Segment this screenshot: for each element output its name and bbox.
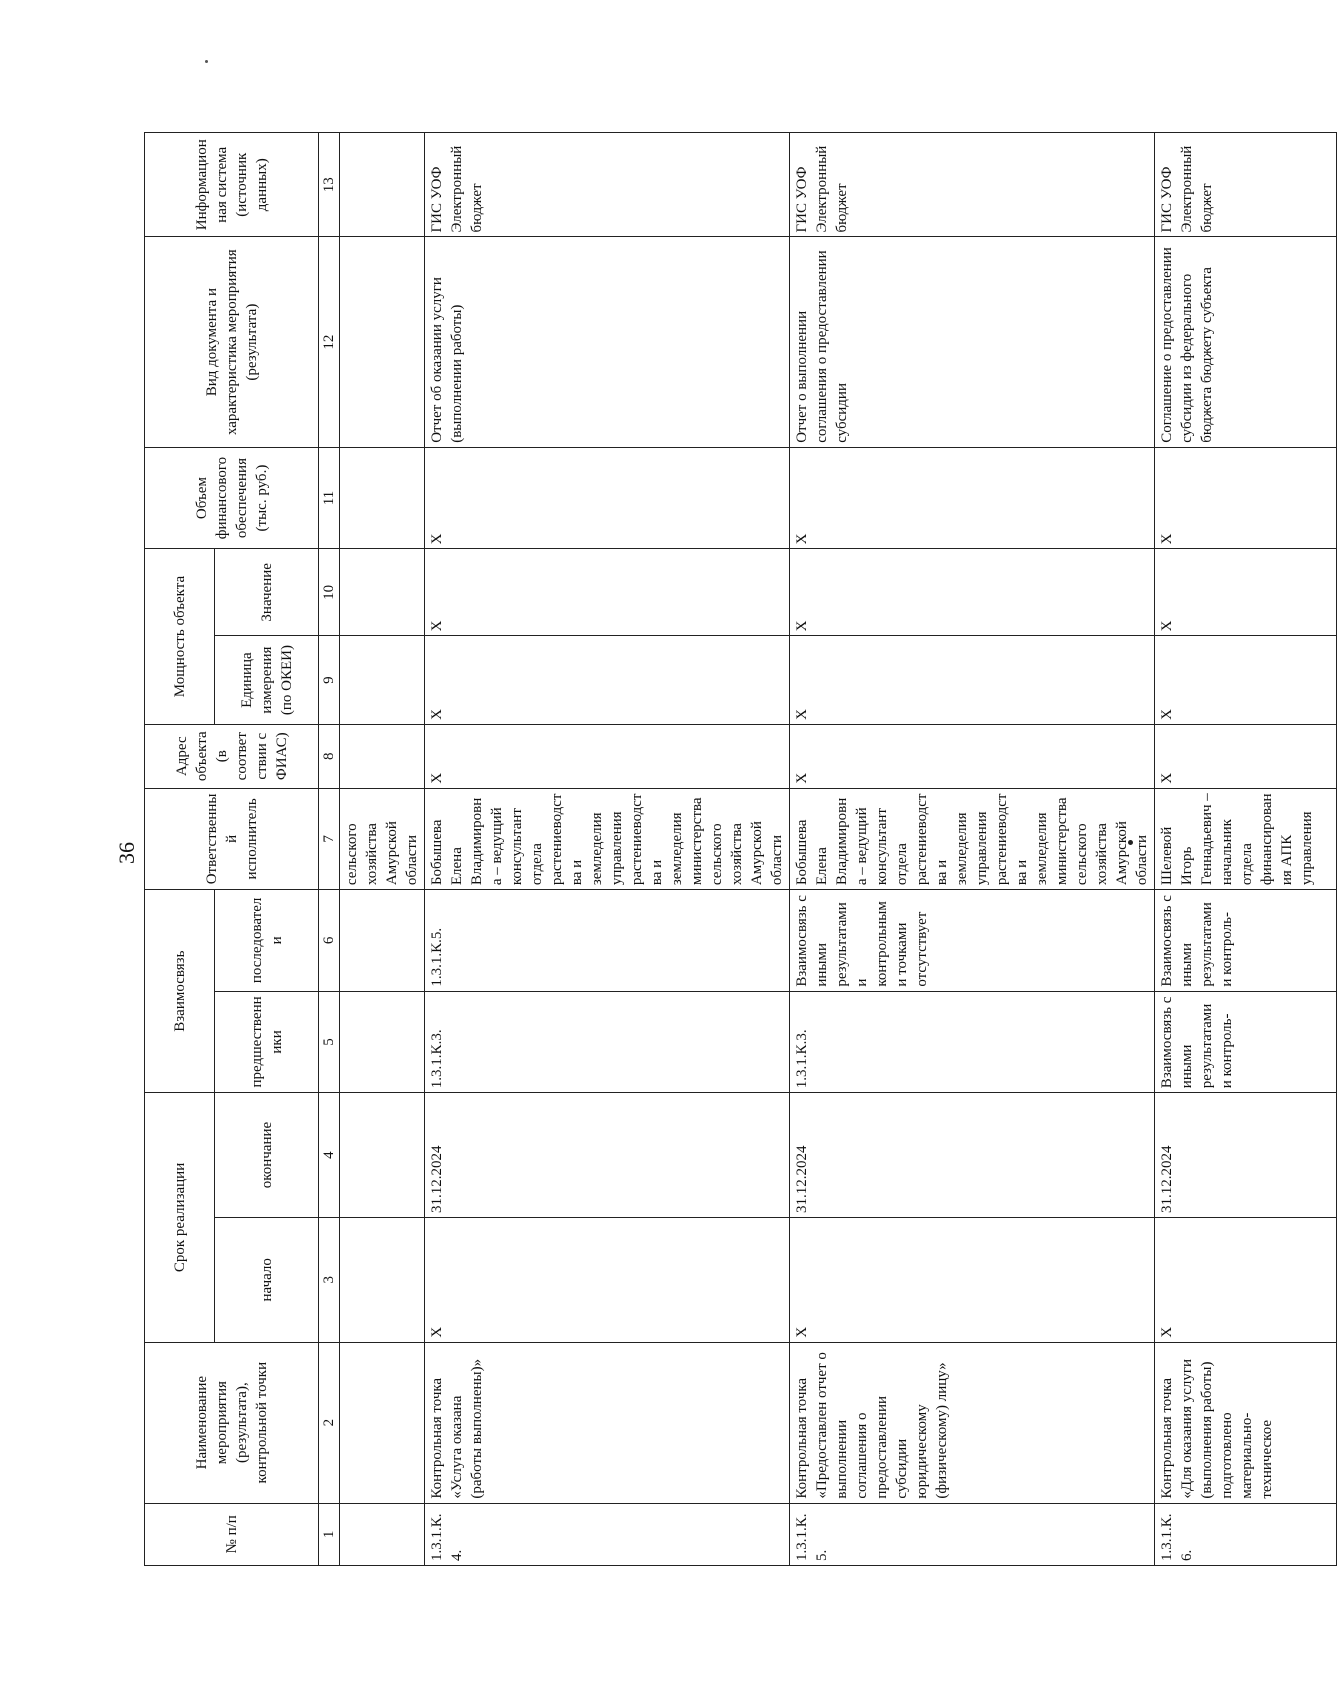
header-index: № п/п	[145, 1503, 319, 1565]
control-points-table	[144, 132, 1337, 1566]
row-predecessors: 1.3.1.К.3.	[790, 991, 1155, 1093]
continuation-row	[340, 133, 425, 1566]
continuation-cell	[340, 1093, 425, 1218]
row-name: Контрольная точка «Для оказания услуги (выполнения работы) подготовлено материально-техническое	[1155, 1342, 1337, 1503]
page-number: 36	[114, 842, 139, 864]
continuation-cell	[340, 636, 425, 724]
header-period: Срок реализации	[145, 1093, 215, 1342]
continuation-cell	[340, 237, 425, 447]
row-responsible: Бобышева Елена Владимировна – ведущий консультант отдела растениеводства и земледелия управления растениеводства и земледелия министерства сельского хозяйства Амурской области	[425, 788, 790, 890]
column-number: 7	[319, 788, 340, 890]
row-system: ГИС УОФ Электронный бюджет	[425, 133, 790, 238]
column-number: 4	[319, 1093, 340, 1218]
column-number: 5	[319, 991, 340, 1093]
continuation-cell	[340, 1503, 425, 1565]
header-link: Взаимосвязь	[145, 890, 215, 1093]
column-number: 13	[319, 133, 340, 238]
row-unit: X	[1155, 636, 1337, 724]
row-responsible: Шелевой Игорь Геннадьевич – начальник отдела финансирования АПК управления	[1155, 788, 1337, 890]
row-id: 1.3.1.К.4.	[425, 1503, 790, 1565]
continuation-cell	[340, 133, 425, 238]
header-document: Вид документа и характеристика мероприятия (результата)	[145, 237, 319, 447]
row-name: Контрольная точка «Услуга оказана (работы выполнены)»	[425, 1342, 790, 1503]
column-number: 3	[319, 1217, 340, 1342]
column-number-row	[319, 133, 340, 1566]
continuation-cell	[340, 549, 425, 636]
continuation-cell	[340, 1342, 425, 1503]
row-predecessors: Взаимосвязь с иными результатами и контроль-	[1155, 991, 1337, 1093]
row-start: X	[425, 1217, 790, 1342]
row-start: X	[790, 1217, 1155, 1342]
column-number: 8	[319, 724, 340, 788]
row-address: X	[425, 724, 790, 788]
row-end: 31.12.2024	[425, 1093, 790, 1218]
row-document: Отчет об оказании услуги (выполнении работы)	[425, 237, 790, 447]
row-document: Соглашение о предоставлении субсидии из федерального бюджета бюджету субъекта	[1155, 237, 1337, 447]
row-system: ГИС УОФ Электронный бюджет	[790, 133, 1155, 238]
header-name: Наименование мероприятия (результата), контрольной точки	[145, 1342, 319, 1503]
table-row	[1155, 133, 1337, 1566]
row-responsible: Бобышева Елена Владимировна – ведущий консультант отдела растениеводства и земледелия управления растениеводства и земледелия министерства сельского хозяйства Амурской области	[790, 788, 1155, 890]
row-start: X	[1155, 1217, 1337, 1342]
continuation-cell	[340, 890, 425, 992]
column-number: 2	[319, 1342, 340, 1503]
header-funding: Объем финансового обеспечения (тыс. руб.)	[145, 447, 319, 549]
header-end: окончание	[215, 1093, 319, 1218]
row-name: Контрольная точка «Предоставлен отчет о выполнении соглашения о предоставлении субсидии юридическому (физическому) лицу»	[790, 1342, 1155, 1503]
header-address: Адрес объекта (в соответствии с ФИАС)	[145, 724, 319, 788]
column-number: 12	[319, 237, 340, 447]
header-system: Информационная система (источник данных)	[145, 133, 319, 238]
row-unit: X	[425, 636, 790, 724]
row-predecessors: 1.3.1.К.3.	[425, 991, 790, 1093]
table-row	[425, 133, 790, 1566]
header-successors: последователи	[215, 890, 319, 992]
column-number: 9	[319, 636, 340, 724]
row-end: 31.12.2024	[1155, 1093, 1337, 1218]
header-capacity: Мощность объекта	[145, 549, 215, 725]
column-number: 1	[319, 1503, 340, 1565]
row-id: 1.3.1.К.6.	[1155, 1503, 1337, 1565]
header-unit: Единица измерения (по ОКЕИ)	[215, 636, 319, 724]
row-address: X	[1155, 724, 1337, 788]
header-predecessors: предшественники	[215, 991, 319, 1093]
header-start: начало	[215, 1217, 319, 1342]
row-value: X	[790, 549, 1155, 636]
column-number: 6	[319, 890, 340, 992]
row-funding: X	[1155, 447, 1337, 549]
results-table-sheet	[144, 132, 1315, 1566]
continuation-cell	[340, 991, 425, 1093]
row-document: Отчет о выполнении соглашения о предоставлении субсидии	[790, 237, 1155, 447]
column-number: 11	[319, 447, 340, 549]
row-funding: X	[425, 447, 790, 549]
row-successors: 1.3.1.К.5.	[425, 890, 790, 992]
header-value: Значение	[215, 549, 319, 636]
row-address: X	[790, 724, 1155, 788]
continuation-cell	[340, 1217, 425, 1342]
row-value: X	[1155, 549, 1337, 636]
row-unit: X	[790, 636, 1155, 724]
row-successors: Взаимосвязь с иными результатами и контрольными точками отсутствует	[790, 890, 1155, 992]
table-row	[790, 133, 1155, 1566]
row-funding: X	[790, 447, 1155, 549]
row-id: 1.3.1.К.5.	[790, 1503, 1155, 1565]
header-responsible: Ответственный исполнитель	[145, 788, 319, 890]
header-row	[145, 133, 215, 1566]
continuation-cell	[340, 724, 425, 788]
column-number: 10	[319, 549, 340, 636]
continuation-responsible: сельского хозяйства Амурской области	[340, 788, 425, 890]
scan-speck	[205, 60, 208, 63]
row-system: ГИС УОФ Электронный бюджет	[1155, 133, 1337, 238]
row-successors: Взаимосвязь с иными результатами и контроль-	[1155, 890, 1337, 992]
row-value: X	[425, 549, 790, 636]
continuation-cell	[340, 447, 425, 549]
row-end: 31.12.2024	[790, 1093, 1155, 1218]
